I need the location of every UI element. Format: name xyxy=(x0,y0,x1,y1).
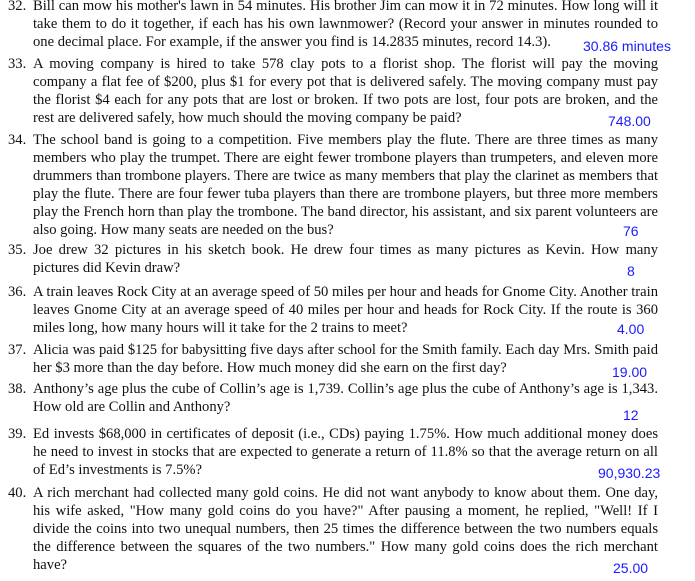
problem-37 xyxy=(8,341,658,377)
problem-text: A train leaves Rock City at an average speed of 50 miles per hour and heads for Gnome City. Another train leaves Gnome City at an average speed of 40 miles per hour and heads for Rock City. If the route is 360 miles long, how many hours will it take for the 2 trains to meet? xyxy=(33,284,658,336)
answer-40: 25.00 xyxy=(613,560,649,576)
problem-text: The school band is going to a competition. Five members play the flute. There are three times as many members who play the trumpet. There are eight fewer trombone players than trumpeters, and eleven more drummers than trombone players. There are twice as many members that play the clarinet as members that play the flute. There are four fewer tuba players than there are trombone players, but three more members play the French horn than play the trombone. The band director, his assistant, and six parent volunteers are also going. How many seats are needed on the bus? xyxy=(33,132,658,238)
problem-number: 32. xyxy=(8,0,27,14)
problem-number: 39. xyxy=(8,426,27,442)
problem-number: 38. xyxy=(8,381,27,397)
problem-text: Alicia was paid $125 for babysitting five days after school for the Smith family. Each day Mrs. Smith paid her $3 more than the day before. How much money did she earn on the first day? xyxy=(33,342,658,376)
problem-text: A moving company is hired to take 578 clay pots to a florist shop. The florist will pay the moving company a flat fee of $200, plus $1 for every pot that is delivered safely. The moving company must pay the florist $4 each for any pots that are lost or broken. If two pots are lost, four pots are broken, and the rest are delivered safely, how much should the moving company be paid? xyxy=(33,56,658,126)
problem-text: Ed invests $68,000 in certificates of deposit (i.e., CDs) paying 1.75%. How much additional money does he need to invest in stocks that are expected to generate a return of 11.8% so that the average return on all of Ed’s investments is 7.5%? xyxy=(33,426,658,478)
problem-38 xyxy=(8,380,658,416)
problem-number: 37. xyxy=(8,342,27,358)
problem-34 xyxy=(8,131,658,239)
problem-text: A rich merchant had collected many gold coins. He did not want anybody to know about them. One day, his wife asked, "How many gold coins do you have?" After pausing a moment, he replied, "Well! If I divide the coins into two unequal numbers, then 25 times the difference between the two numbers equals the difference between the squares of the two numbers." How many gold coins does the rich merchant have? xyxy=(33,485,658,573)
problem-35 xyxy=(8,241,658,277)
problem-40 xyxy=(8,484,658,574)
problem-number: 34. xyxy=(8,132,27,148)
problem-33 xyxy=(8,55,658,127)
problem-text: Anthony’s age plus the cube of Collin’s age is 1,739. Collin’s age plus the cube of Anthony’s age is 1,343. How old are Collin and Anthony? xyxy=(33,381,658,415)
answer-39: 90,930.23 xyxy=(598,465,661,481)
answer-34: 76 xyxy=(623,223,639,239)
answer-33: 748.00 xyxy=(608,113,651,129)
answer-36: 4.00 xyxy=(617,321,645,337)
problem-39 xyxy=(8,425,661,481)
problem-text: Bill can mow his mother's lawn in 54 minutes. His brother Jim can mow it in 72 minutes. How long will it take them to do it together, if each has his own lawnmower? (Record your answer in minutes rounded to one decimal place. For example, if the answer you find is 14.2835 minutes, record 14.3). xyxy=(33,0,658,50)
problem-number: 36. xyxy=(8,284,27,300)
answer-38: 12 xyxy=(623,407,639,423)
problem-number: 40. xyxy=(8,485,27,501)
problem-36 xyxy=(8,283,658,337)
problem-number: 35. xyxy=(8,242,27,258)
answer-32: 30.86 minutes xyxy=(583,38,671,54)
answer-37: 19.00 xyxy=(612,364,648,380)
answer-35: 8 xyxy=(627,263,635,279)
problem-32 xyxy=(8,0,658,51)
problem-number: 33. xyxy=(8,56,27,72)
problem-text: Joe drew 32 pictures in his sketch book. He drew four times as many pictures as Kevin. How many pictures did Kevin draw? xyxy=(33,242,658,276)
